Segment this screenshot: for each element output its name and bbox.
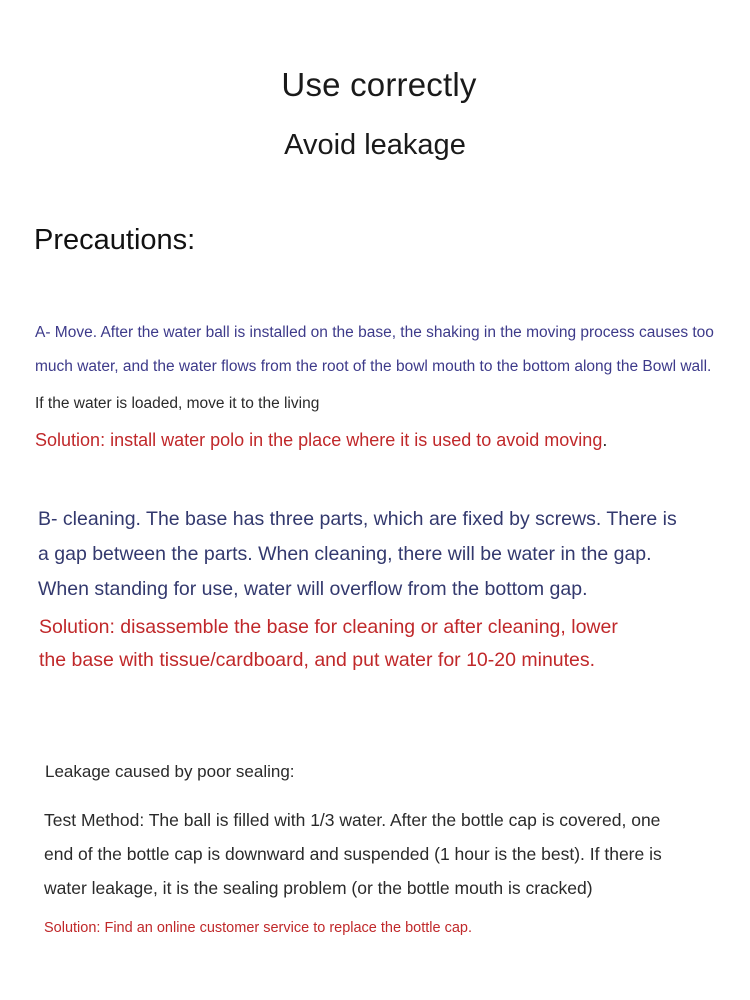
section-a-solution-text: : install water polo in the place where it is used to avoid moving [100,430,603,450]
section-b-line-3: When standing for use, water will overflow from the bottom gap. [38,578,588,600]
section-c-line-2: end of the bottle cap is downward and suspended (1 hour is the best). If there is [44,844,662,864]
section-a-solution-end: . [602,430,608,450]
section-c-line-1: Test Method: The ball is filled with 1/3 water. After the bottle cap is covered, one [44,810,661,830]
section-a-line-2: much water, and the water flows from the root of the bowl mouth to the bottom along the Bowl wall. [35,358,712,375]
page-subtitle: Avoid leakage [284,129,466,161]
section-b-line-1: B- cleaning. The base has three parts, which are fixed by screws. There is [38,508,677,530]
section-a-solution [35,430,607,451]
section-b-solution-line-2: the base with tissue/cardboard, and put water for 10-20 minutes. [39,649,596,671]
section-a-solution-label: Solution [35,430,101,450]
section-c-solution: Solution: Find an online customer service to replace the bottle cap. [44,920,472,936]
precautions-heading: Precautions: [34,224,196,256]
section-c-line-3: water leakage, it is the sealing problem (or the bottle mouth is cracked) [44,878,593,898]
section-b-solution-line-1: Solution: disassemble the base for cleaning or after cleaning, lower [39,616,618,638]
page-title: Use correctly [281,66,477,103]
section-a-line-3: If the water is loaded, move it to the living [35,395,320,412]
section-c-heading: Leakage caused by poor sealing: [45,762,295,781]
section-b-line-2: a gap between the parts. When cleaning, there will be water in the gap. [38,543,652,565]
section-a-line-1: A- Move. After the water ball is installed on the base, the shaking in the moving process causes too [35,324,714,341]
